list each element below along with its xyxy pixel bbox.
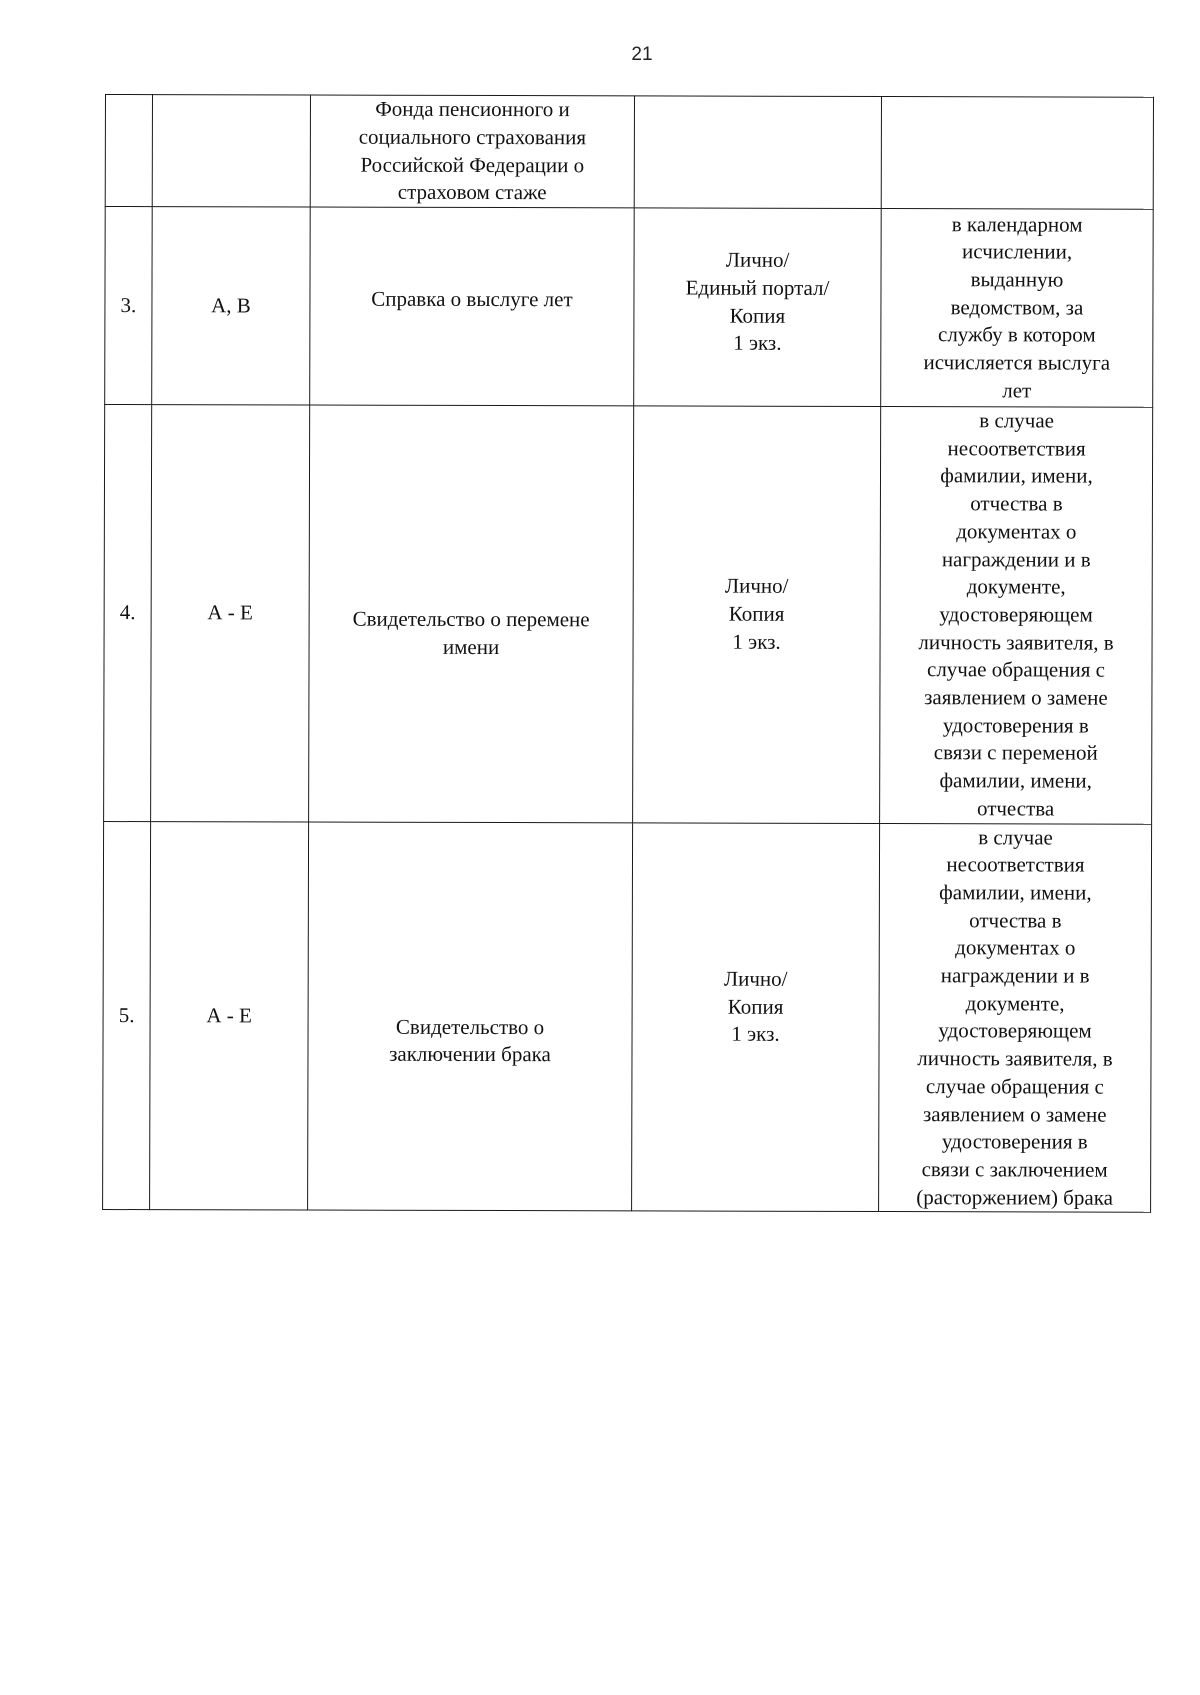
submission-method-cell: Лично/ Единый портал/ Копия 1 экз. bbox=[634, 208, 882, 407]
page-number: 21 bbox=[631, 44, 653, 65]
table-row bbox=[105, 95, 1153, 210]
submission-method-cell: Лично/ Копия 1 экз. bbox=[633, 406, 881, 823]
row-number-cell: 4. bbox=[104, 405, 152, 822]
table-row bbox=[105, 207, 1154, 408]
note-cell: в случае несоответствия фамилии, имени, отчества в документах о награждении и в документе, удостоверяющем личность заявителя, в случае обращения с заявлением о замене удостоверения в связи с заключением (расторжением) брака bbox=[879, 823, 1152, 1213]
table-row bbox=[103, 821, 1152, 1213]
row-number-cell: 3. bbox=[105, 207, 153, 405]
note-cell: в календарном исчислении, выданную ведомством, за службу в котором исчисляется выслуга лет bbox=[881, 209, 1154, 408]
document-cell: Фонда пенсионного и социального страхования Российской Федерации о страховом стаже bbox=[310, 95, 634, 208]
row-number-cell bbox=[105, 95, 152, 207]
submission-method-cell: Лично/ Копия 1 экз. bbox=[632, 822, 880, 1211]
category-cell: А - Е bbox=[150, 821, 309, 1210]
document-cell: Свидетельство о заключении брака bbox=[308, 822, 633, 1212]
note-cell bbox=[881, 97, 1153, 210]
category-cell: А - Е bbox=[151, 405, 310, 822]
note-cell: в случае несоответствия фамилии, имени, отчества в документах о награждении и в документе, удостоверяющем личность заявителя, в случае обращения с заявлением о замене удостоверения в связи с переменой фамилии, имени, отчества bbox=[880, 407, 1153, 824]
submission-method-cell bbox=[634, 96, 881, 209]
row-number-cell: 5. bbox=[103, 821, 151, 1210]
category-cell bbox=[152, 95, 310, 207]
table-row bbox=[104, 405, 1153, 824]
document-cell: Справка о выслуге лет bbox=[310, 207, 635, 406]
category-cell: А, В bbox=[152, 207, 311, 405]
documents-table bbox=[102, 94, 1154, 1213]
document-cell: Свидетельство о перемене имени bbox=[309, 405, 634, 822]
